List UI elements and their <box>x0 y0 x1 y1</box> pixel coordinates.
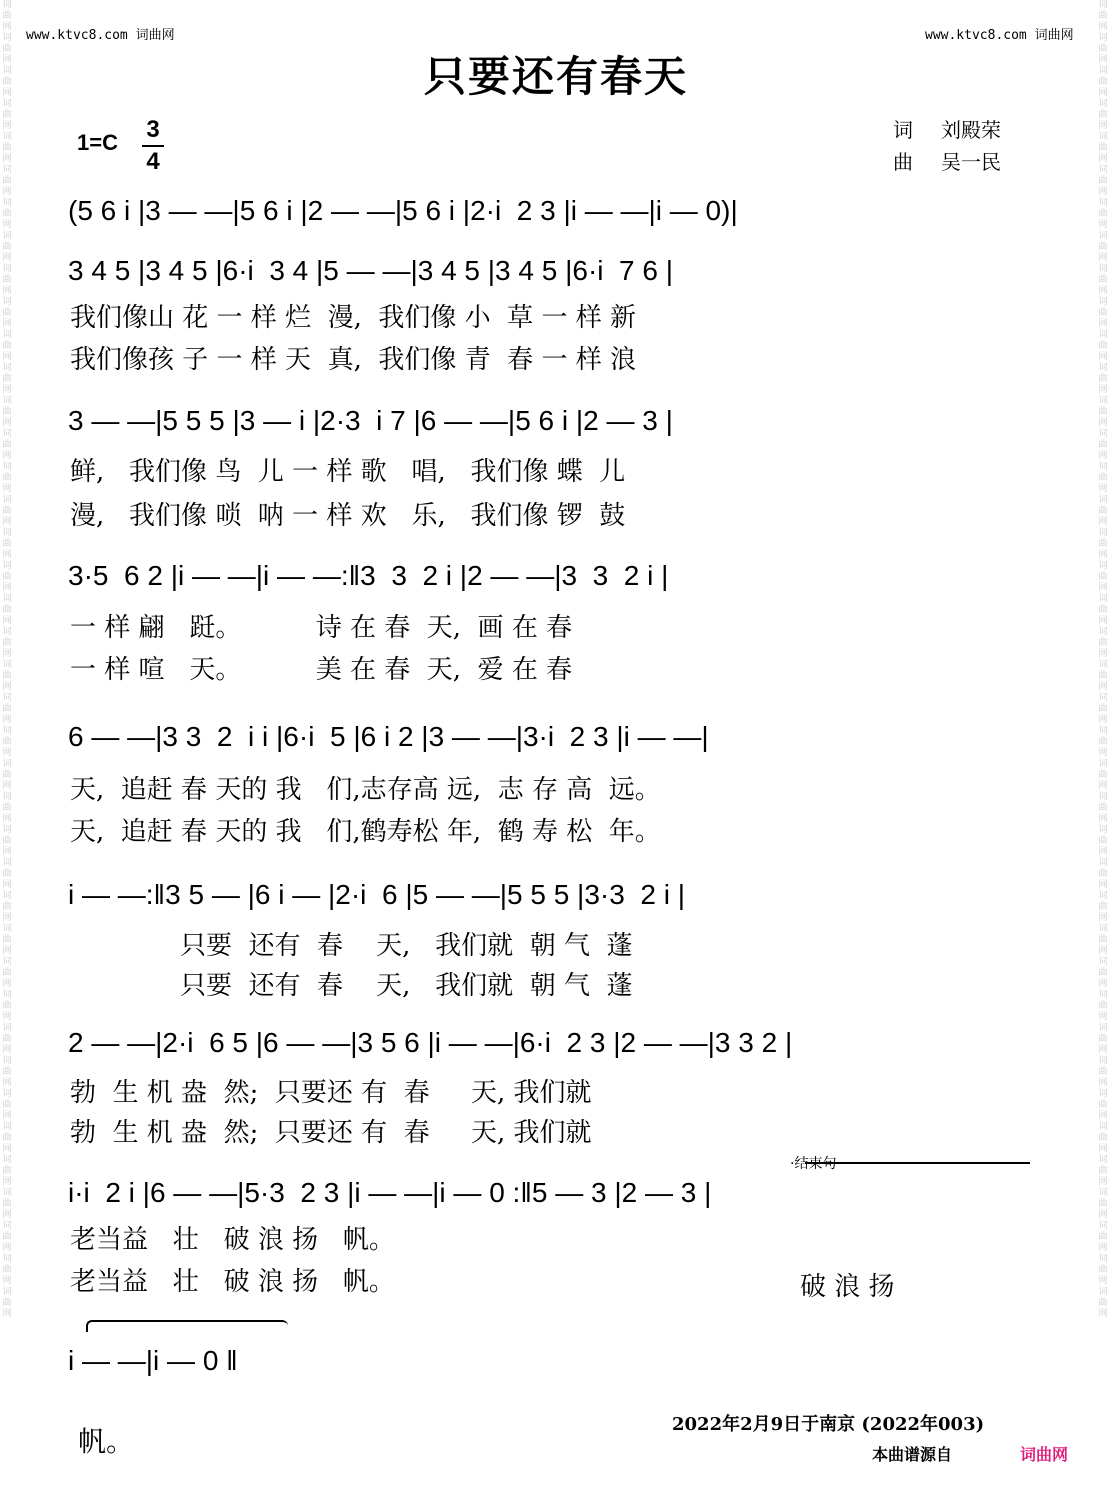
score-line-8-lyric-2: 老当益 壮 破 浪 扬 帆。 <box>70 1267 395 1297</box>
date-line: 2022年2月9日于南京 (2022年003) <box>672 1414 985 1435</box>
score-line-7-lyric-1: 勃 生 机 盎 然; 只要还 有 春 天, 我们就 <box>70 1078 592 1108</box>
score-line-6-lyric-2: 只要 还有 春 天, 我们就 朝 气 蓬 <box>180 971 633 1001</box>
score-line-2-notes: 3 4 5 |3 4 5 |6·i 3 4 |5 — —|3 4 5 |3 4 5 |6·i 7 6 | <box>68 255 674 286</box>
score-line-7-lyric-2: 勃 生 机 盎 然; 只要还 有 春 天, 我们就 <box>70 1118 592 1148</box>
site-link-left[interactable]: www.ktvc8.com 词曲网 <box>26 28 175 43</box>
composer-credit <box>893 146 1001 175</box>
score-line-5-notes: 6 — —|3 3 2 i i |6·i 5 |6 i 2 |3 — —|3·i 2 3 |i — —| <box>68 721 709 752</box>
score-line-9-notes: i — —|i — 0 ‖ <box>68 1345 238 1376</box>
time-signature-top: 3 <box>146 116 160 143</box>
score-line-7-notes: 2 — —|2·i 6 5 |6 — —|3 5 6 |i — —|6·i 2 3 |2 — —|3 3 2 | <box>68 1027 793 1058</box>
score-line-2-lyric-1: 我们像山 花 一 样 烂 漫, 我们像 小 草 一 样 新 <box>70 303 636 333</box>
key-signature: 1=C <box>77 130 118 155</box>
score-line-6-notes: i — —:‖3 5 — |6 i — |2·i 6 |5 — —|5 5 5 |3·3 2 i | <box>68 879 685 910</box>
score-line-4-lyric-1: 一 样 翩 跹。 诗 在 春 天, 画 在 春 <box>70 613 573 643</box>
composer-label: 曲 <box>893 150 913 174</box>
score-line-8-notes: i·i 2 i |6 — —|5·3 2 3 |i — —|i — 0 :‖5 — 3 |2 — 3 | <box>68 1177 712 1208</box>
time-signature <box>142 116 164 176</box>
score-line-2-lyric-2: 我们像孩 子 一 样 天 真, 我们像 青 春 一 样 浪 <box>70 345 636 375</box>
site-link-right[interactable]: www.ktvc8.com 词曲网 <box>925 28 1074 43</box>
score-line-4-lyric-2: 一 样 喧 天。 美 在 春 天, 爱 在 春 <box>70 655 573 685</box>
final-lyric: 帆。 <box>78 1425 135 1458</box>
score-line-5-lyric-1: 天, 追赶 春 天的 我 们,志存高 远, 志 存 高 远。 <box>70 775 661 805</box>
composer-name: 吴一民 <box>941 150 1001 174</box>
score-line-8-lyric-1: 老当益 壮 破 浪 扬 帆。 <box>70 1225 395 1255</box>
watermark-right: 词曲网词曲网词曲网词曲网词曲网词曲网词曲网词曲网词曲网词曲网词曲网词曲网词曲网词曲网词曲网词曲网词曲网词曲网词曲网词曲网词曲网词曲网词曲网词曲网词曲网词曲网词曲网词曲网词曲网词曲网词曲网词曲网词曲网词曲网词曲网词曲网词曲网词曲网词曲网词曲网 <box>1098 0 1108 1319</box>
final-tie <box>86 1320 288 1332</box>
time-signature-divider <box>142 145 164 147</box>
source-label: 本曲谱源自 <box>872 1445 953 1464</box>
lyricist-credit <box>893 114 1001 143</box>
score-line-4-notes: 3·5 6 2 |i — —|i — —:‖3 3 2 i |2 — —|3 3 2 i | <box>68 560 669 591</box>
watermark-left: 词曲网词曲网词曲网词曲网词曲网词曲网词曲网词曲网词曲网词曲网词曲网词曲网词曲网词曲网词曲网词曲网词曲网词曲网词曲网词曲网词曲网词曲网词曲网词曲网词曲网词曲网词曲网词曲网词曲网词曲网词曲网词曲网词曲网词曲网词曲网词曲网词曲网词曲网词曲网词曲网 <box>2 0 12 1319</box>
score-line-3-notes: 3 — —|5 5 5 |3 — i |2·3 i 7 |6 — —|5 6 i |2 — 3 | <box>68 405 673 436</box>
score-line-6-lyric-1: 只要 还有 春 天, 我们就 朝 气 蓬 <box>180 931 633 961</box>
ending-lyric: 破 浪 扬 <box>800 1272 895 1302</box>
lyricist-label: 词 <box>893 118 913 142</box>
score-line-5-lyric-2: 天, 追赶 春 天的 我 们,鹤寿松 年, 鹤 寿 松 年。 <box>70 817 661 847</box>
song-title: 只要还有春天 <box>423 52 688 101</box>
lyricist-name: 刘殿荣 <box>941 118 1001 142</box>
ending-phrase-label: ·结束句 <box>790 1156 837 1172</box>
source-brand-link[interactable]: 词曲网 <box>1020 1445 1069 1464</box>
time-signature-bottom: 4 <box>146 148 160 175</box>
score-line-3-lyric-2: 漫, 我们像 唢 呐 一 样 欢 乐, 我们像 锣 鼓 <box>70 501 626 531</box>
score-line-3-lyric-1: 鲜, 我们像 鸟 儿 一 样 歌 唱, 我们像 蝶 儿 <box>70 457 626 487</box>
score-line-1-notes: (5 6 i |3 — —|5 6 i |2 — —|5 6 i |2·i 2 3 |i — —|i — 0)| <box>68 195 738 226</box>
ending-bracket <box>805 1162 1030 1164</box>
